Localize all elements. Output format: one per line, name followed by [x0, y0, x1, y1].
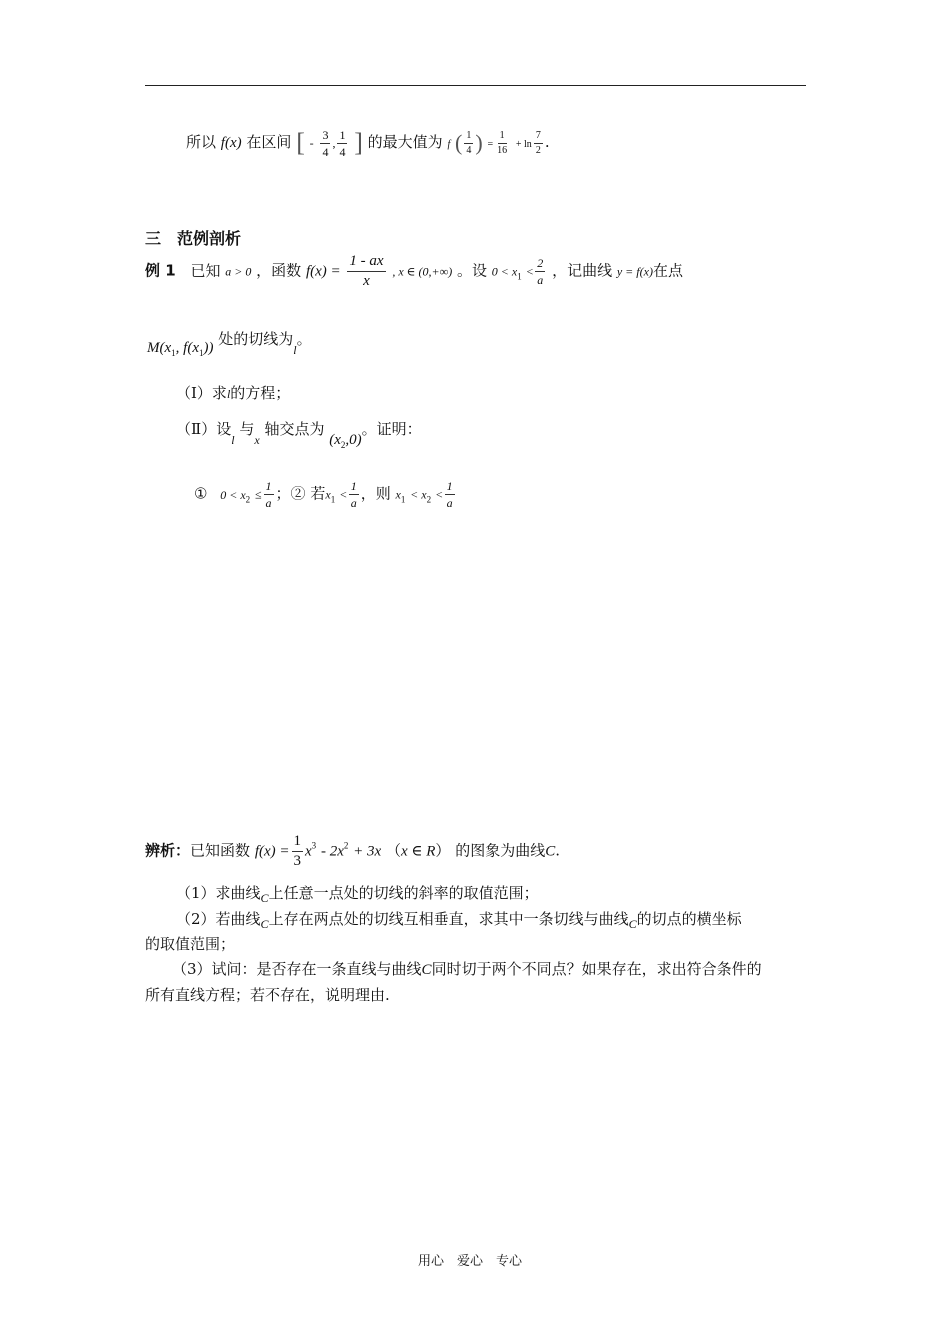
- intro-text-b: 在区间: [246, 133, 292, 151]
- c3-frac: $\frac{1}{a}$: [446, 479, 453, 510]
- f-arg-frac: $\frac{1}{4}$: [466, 129, 472, 156]
- example1-line1: 例 1 已知 a > 0 ，函数 f(x) = $\frac{1 - ax}{x}$ , x ∈ (0,+∞) 。设 $0 < x_1$ < $\frac{2}{a}$ ，记曲线 y = f(x)在点: [145, 253, 683, 289]
- analysis-q3: （3）试问：是否存在一条直线与曲线C同时切于两个不同点？如果存在，求出符合条件的: [172, 960, 762, 978]
- analysis-q3-cont: 所有直线方程；若不存在，说明理由.: [145, 986, 390, 1004]
- interval-bracket-close: ]: [354, 128, 363, 157]
- intro-line: 所以 f(x) 在区间 [ - $\frac{3}{4}$ , $\frac{1}{4}$ ] 的最大值为 f ( $\frac{1}{4}$ ) = $\frac{1}{16}$ + ln $\frac{7}{2}$ .: [186, 127, 550, 159]
- example1-q2: （Ⅱ）设$_l$ 与$_x$ 轴交点为 $(x_2,0)$。证明：: [176, 420, 422, 450]
- function-frac: $\frac{1 - ax}{x}$: [349, 253, 384, 289]
- interval-frac-2: $\frac{1}{4}$: [339, 127, 346, 159]
- c1-frac: $\frac{1}{a}$: [265, 479, 272, 510]
- interval-frac-1: $\frac{3}{4}$: [322, 127, 329, 159]
- example1-q1: （Ⅰ）求l的方程；: [176, 384, 291, 402]
- example1-label: 例 1: [145, 261, 176, 280]
- c2-frac: $\frac{1}{a}$: [350, 479, 357, 510]
- intro-fx: f(x): [220, 135, 242, 151]
- analysis-label: 辨析：: [145, 841, 191, 860]
- interval-neg: -: [309, 136, 314, 150]
- result-frac-1: $\frac{1}{16}$: [497, 129, 508, 156]
- interval-bracket-open: [: [296, 128, 305, 157]
- intro-text-a: 所以: [186, 133, 217, 151]
- analysis-frac: $\frac{1}{3}$: [293, 833, 301, 869]
- cond-frac: $\frac{2}{a}$: [537, 256, 544, 287]
- analysis-line1: 辨析：已知函数 f(x) = $\frac{1}{3}$ $x^3 - 2x^2 + 3x$ （x ∈ R） 的图象为曲线C.: [145, 833, 561, 869]
- example1-conditions: ① $0 < x_2$ ≤ $\frac{1}{a}$ ；② 若$x_1$ < $\frac{1}{a}$ ，则 $x_1 < x_2$ < $\frac{1}{a}$: [194, 479, 453, 510]
- analysis-q2: （2）若曲线$_C$上存在两点处的切线互相垂直，求其中一条切线与曲线$_C$的切点的横坐标: [176, 910, 742, 931]
- analysis-q2-cont: 的取值范围；: [145, 935, 236, 953]
- example1-line2: $M(x_1$, $f(x_1)$) 处的切线为$_l$。: [147, 330, 312, 358]
- analysis-q1: （1）求曲线$_C$上任意一点处的切线的斜率的取值范围；: [176, 884, 539, 905]
- result-frac-2: $\frac{7}{2}$: [535, 129, 541, 156]
- header-rule: [145, 85, 806, 86]
- section-title: 三 范例剖析: [145, 229, 242, 248]
- intro-text-c: 的最大值为: [367, 133, 443, 151]
- page-footer: 用心 爱心 专心: [418, 1254, 523, 1269]
